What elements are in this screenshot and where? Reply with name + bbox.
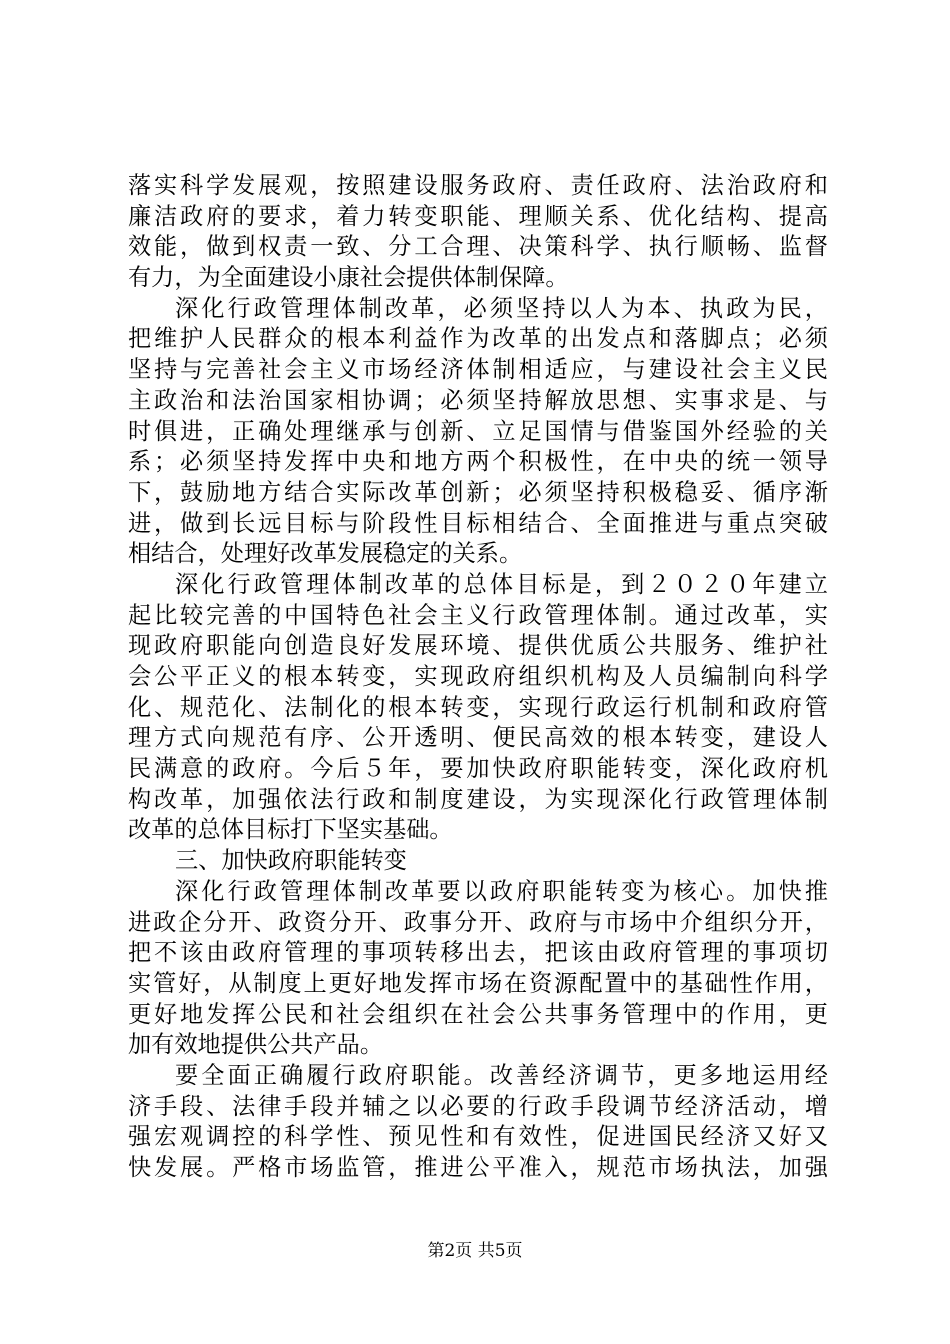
text-line: 系；必须坚持发挥中央和地方两个积极性，在中央的统一领导: [128, 448, 828, 476]
text-line: 民满意的政府。今后５年，要加快政府职能转变，深化政府机: [128, 755, 828, 783]
text-line: 济手段、法律手段并辅之以必要的行政手段调节经济活动，增: [128, 1092, 828, 1120]
text-line: 深化行政管理体制改革的总体目标是，到２０２０年建立: [175, 570, 828, 598]
text-line: 下，鼓励地方结合实际改革创新；必须坚持积极稳妥、循序渐: [128, 478, 828, 506]
text-line: 快发展。严格市场监管，推进公平准入，规范市场执法，加强: [128, 1154, 828, 1181]
text-line: 把不该由政府管理的事项转移出去，把该由政府管理的事项切: [128, 939, 828, 967]
text-line: 深化行政管理体制改革，必须坚持以人为本、执政为民，: [175, 294, 828, 322]
text-line: 强宏观调控的科学性、预见性和有效性，促进国民经济又好又: [128, 1123, 828, 1151]
text-line: 坚持与完善社会主义市场经济体制相适应，与建设社会主义民: [128, 356, 828, 384]
text-line: 会公平正义的根本转变，实现政府组织机构及人员编制向科学: [128, 663, 828, 690]
text-line: 相结合，处理好改革发展稳定的关系。: [128, 540, 523, 568]
text-line: 进政企分开、政资分开、政事分开、政府与市场中介组织分开，: [128, 908, 828, 936]
text-line: 更好地发挥公民和社会组织在社会公共事务管理中的作用，更: [128, 1000, 828, 1028]
text-line: 主政治和法治国家相协调；必须坚持解放思想、实事求是、与: [128, 386, 828, 414]
text-line: 廉洁政府的要求，着力转变职能、理顺关系、优化结构、提高: [128, 202, 828, 230]
text-line: 把维护人民群众的根本利益作为改革的出发点和落脚点；必须: [128, 325, 828, 353]
body-text: [128, 171, 828, 1184]
text-line: 构改革，加强依法行政和制度建设，为实现深化行政管理体制: [128, 785, 828, 813]
text-line: 理方式向规范有序、公开透明、便民高效的根本转变，建设人: [128, 724, 828, 752]
text-line: 加有效地提供公共产品。: [128, 1031, 384, 1059]
text-line: 化、规范化、法制化的根本转变，实现行政运行机制和政府管: [128, 693, 828, 721]
text-line: 要全面正确履行政府职能。改善经济调节，更多地运用经: [175, 1061, 828, 1089]
text-line: 效能，做到权责一致、分工合理、决策科学、执行顺畅、监督: [128, 233, 828, 261]
section-heading: 三、加快政府职能转变: [175, 847, 407, 875]
text-line: 落实科学发展观，按照建设服务政府、责任政府、法治政府和: [128, 172, 828, 199]
text-line: 时俱进，正确处理继承与创新、立足国情与借鉴国外经验的关: [128, 417, 828, 445]
text-line: 有力，为全面建设小康社会提供体制保障。: [128, 264, 569, 292]
text-line: 实管好，从制度上更好地发挥市场在资源配置中的基础性作用，: [128, 969, 828, 997]
text-line: 改革的总体目标打下坚实基础。: [128, 816, 453, 844]
text-line: 起比较完善的中国特色社会主义行政管理体制。通过改革，实: [128, 601, 828, 629]
text-line: 进，做到长远目标与阶段性目标相结合、全面推进与重点突破: [128, 509, 828, 537]
text-line: 现政府职能向创造良好发展环境、提供优质公共服务、维护社: [128, 632, 828, 660]
text-line: 深化行政管理体制改革要以政府职能转变为核心。加快推: [175, 877, 828, 905]
page-footer: 第2页 共5页: [427, 1241, 523, 1261]
